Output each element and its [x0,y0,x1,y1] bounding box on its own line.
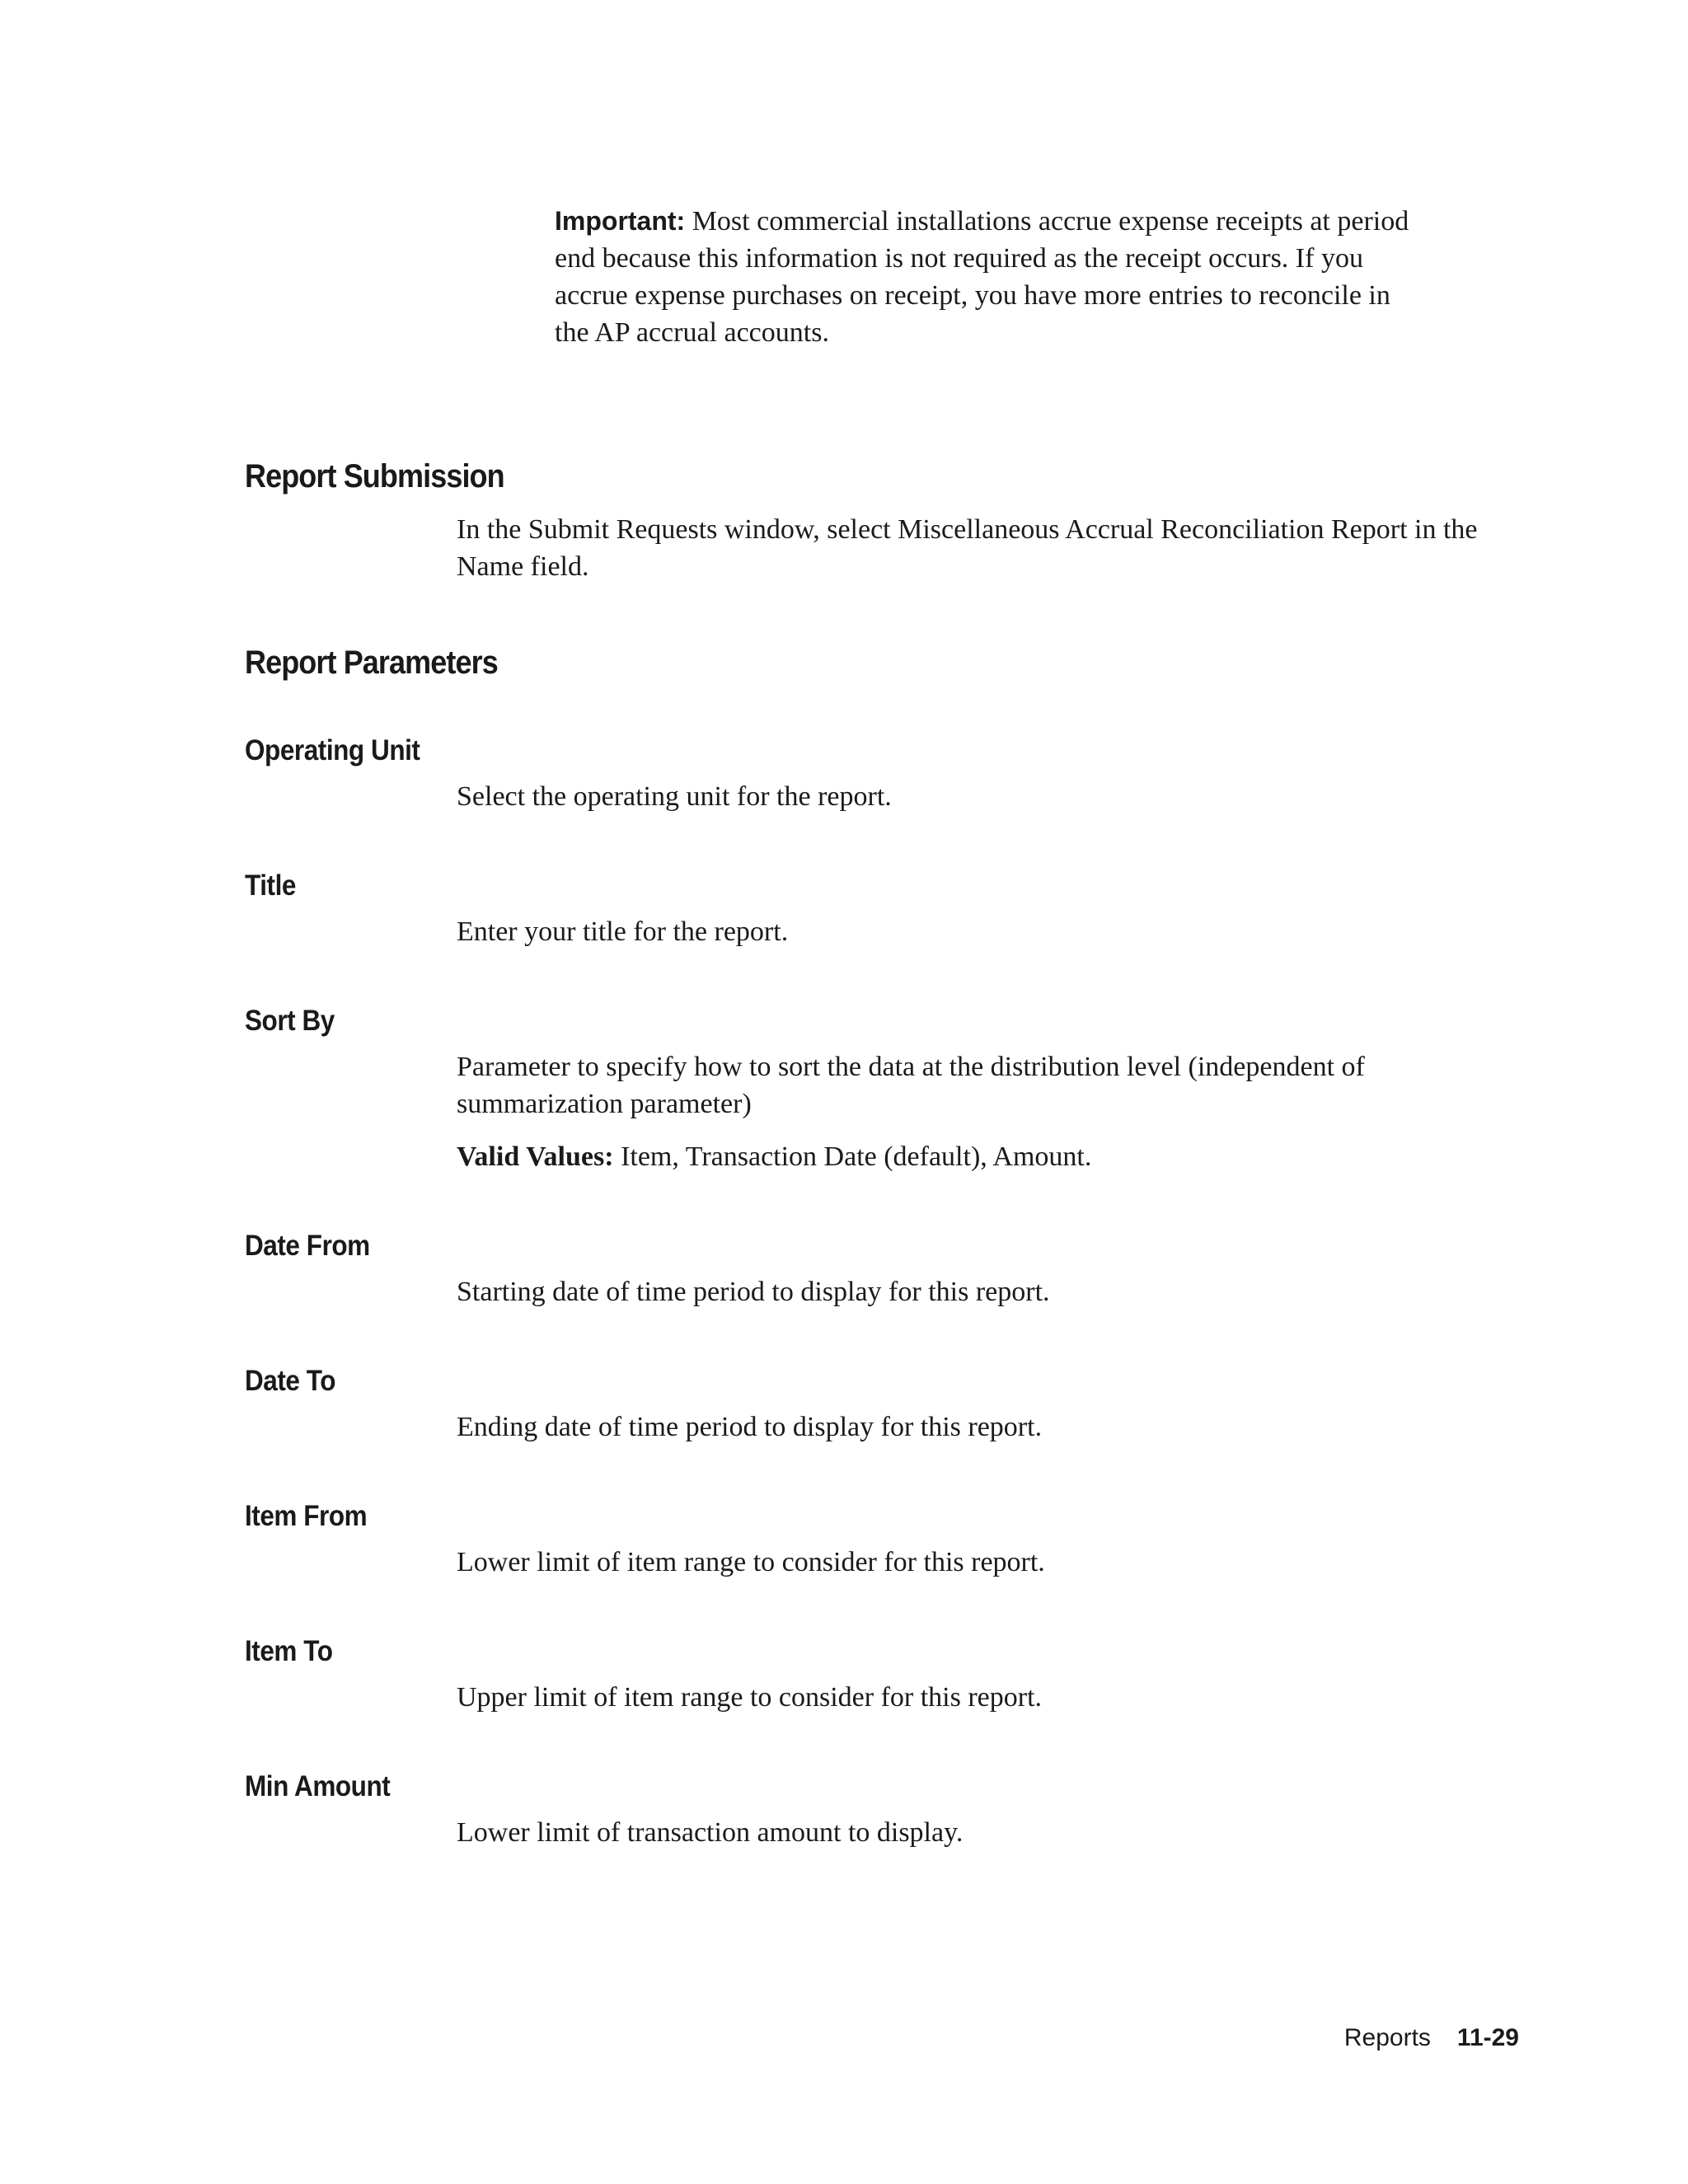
important-text: Most commercial installations accrue expense receipts at period end because this information is not required as the receipt occurs. If you accrue expense purchases on receipt, you have more entries to reconcile in the AP accrual accounts. [555,206,1409,348]
param-description-date-from: Starting date of time period to display for this report. [457,1277,1050,1307]
important-label: Important: [555,206,686,236]
sort-by-valid-values [457,1138,1512,1175]
page-footer [1344,2024,1519,2052]
report-parameters-heading: Report Parameters [245,644,498,681]
param-heading-item-to: Item To [245,1635,333,1667]
param-description-operating-unit: Select the operating unit for the report. [457,781,892,812]
footer-page-number: 11-29 [1456,2024,1519,2051]
param-description-sort-by: Parameter to specify how to sort the data at the distribution level (independent of summarization parameter) [457,1052,1365,1119]
valid-values-list: Item, Transaction Date (default), Amount. [613,1141,1092,1172]
param-heading-date-to: Date To [245,1365,336,1397]
param-heading-date-from: Date From [245,1230,370,1262]
param-description-title: Enter your title for the report. [457,916,789,947]
report-submission-heading: Report Submission [245,458,504,494]
param-heading-min-amount: Min Amount [245,1770,391,1802]
param-heading-item-from: Item From [245,1500,368,1532]
param-description-date-to: Ending date of time period to display for this report. [457,1412,1043,1442]
important-note [555,203,1412,351]
param-description-item-from: Lower limit of item range to consider for this report. [457,1547,1045,1577]
param-description-item-to: Upper limit of item range to consider for this report. [457,1682,1043,1713]
param-heading-sort-by: Sort By [245,1005,335,1037]
param-heading-title: Title [245,869,296,902]
param-description-min-amount: Lower limit of transaction amount to display. [457,1817,964,1848]
param-heading-operating-unit: Operating Unit [245,734,420,766]
footer-section-name: Reports [1343,2024,1431,2051]
valid-values-label: Valid Values: [457,1141,614,1172]
report-submission-text: In the Submit Requests window, select Miscellaneous Accrual Reconciliation Report in the Name field. [457,514,1478,582]
